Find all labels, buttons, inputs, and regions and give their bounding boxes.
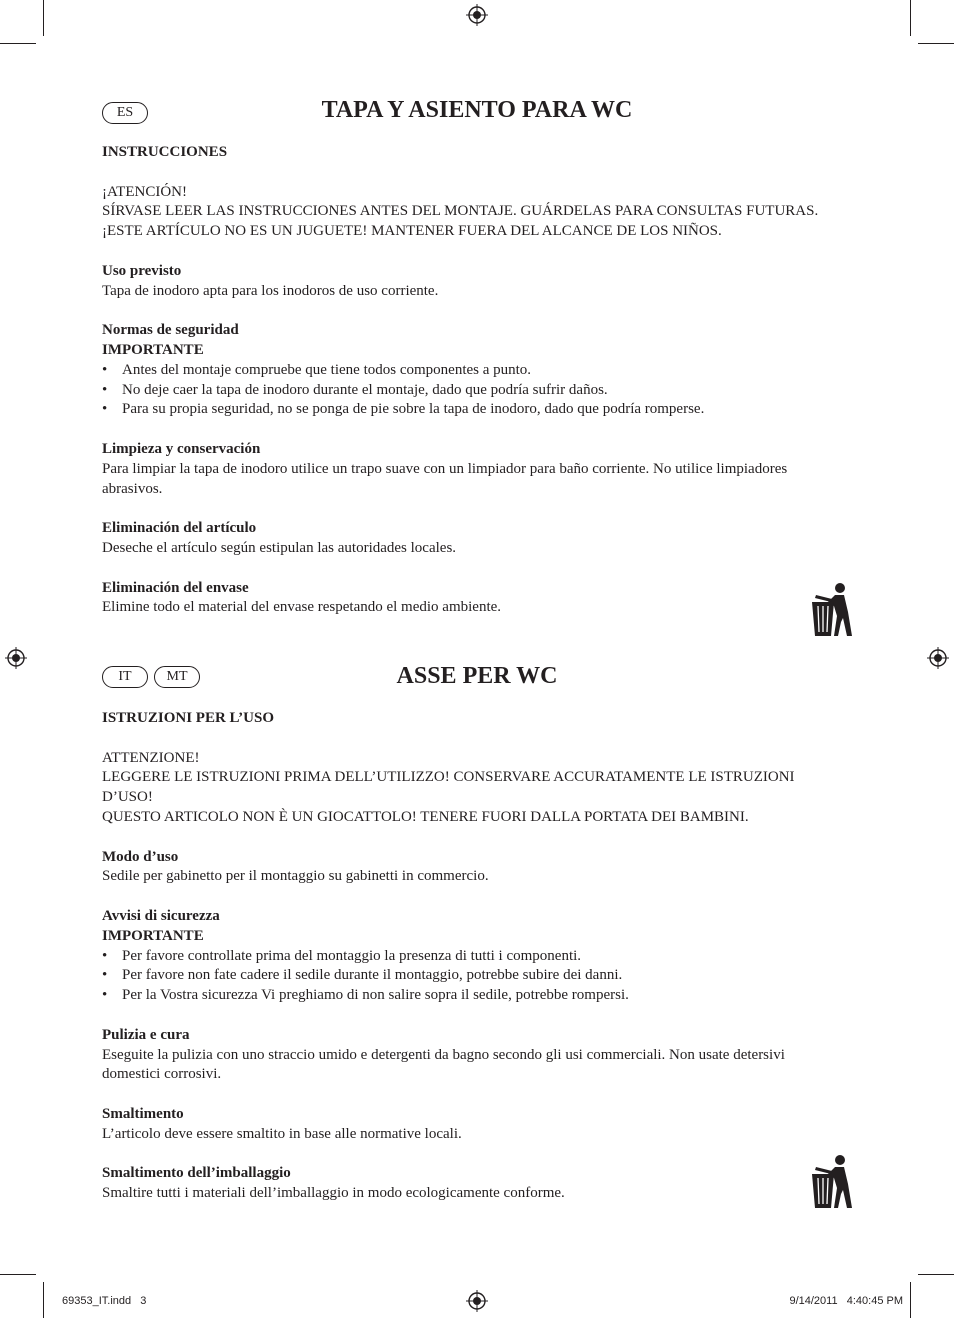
crop-mark bbox=[0, 43, 36, 44]
cleaning-heading: Limpieza y conservación bbox=[102, 440, 261, 457]
packaging-heading: Smaltimento dell’imballaggio bbox=[102, 1165, 291, 1182]
crop-mark bbox=[910, 0, 911, 36]
list-item: • Para su propia seguridad, no se ponga de pie sobre la tapa de inodoro, dado que podría romperse. bbox=[102, 400, 842, 420]
not-toy-warning: QUESTO ARTICOLO NON È UN GIOCATTOLO! TENERE FUORI DALLA PORTATA DEI BAMBINI. bbox=[102, 808, 749, 825]
disposal-heading: Eliminación del artículo bbox=[102, 520, 257, 537]
list-item: • Antes del montaje compruebe que tiene todos componentes a punto. bbox=[102, 361, 842, 381]
crop-mark bbox=[43, 0, 44, 36]
packaging-text: Elimine todo el material del envase respetando el medio ambiente. bbox=[102, 599, 502, 616]
disposal-text: Deseche el artículo según estipulan las autoridades locales. bbox=[102, 539, 457, 556]
crop-mark bbox=[918, 43, 954, 44]
crop-mark bbox=[918, 1274, 954, 1275]
important-label: IMPORTANTE bbox=[102, 927, 204, 944]
list-item: • Per la Vostra sicurezza Vi preghiamo di non salire sopra il sedile, potrebbe rompersi. bbox=[102, 986, 842, 1006]
safety-list bbox=[102, 361, 842, 420]
packaging-text: Smaltire tutti i materiali dell’imballaggio in modo ecologicamente conforme. bbox=[102, 1185, 565, 1202]
crop-mark bbox=[43, 1282, 44, 1318]
list-item: • No deje caer la tapa de inodoro durante el montaje, dado que podría sufrir daños. bbox=[102, 381, 842, 401]
intended-use-heading: Modo d’uso bbox=[102, 848, 179, 865]
spanish-title: TAPA Y ASIENTO PARA WC bbox=[321, 97, 633, 123]
trash-bin-icon bbox=[808, 582, 854, 638]
spanish-instructions bbox=[102, 143, 842, 618]
list-item: • Per favore non fate cadere il sedile durante il montaggio, potrebbe subire dei danni. bbox=[102, 966, 842, 986]
language-badge-es: ES bbox=[102, 102, 148, 124]
safety-heading: Avvisi di sicurezza bbox=[102, 907, 220, 924]
disposal-text: L’articolo deve essere smaltito in base alle normative locali. bbox=[102, 1125, 462, 1142]
attention-text: ATTENZIONE! bbox=[102, 749, 200, 766]
intended-use-text: Tapa de inodoro apta para los inodoros de uso corriente. bbox=[102, 282, 439, 299]
italian-instructions bbox=[102, 709, 842, 1204]
cleaning-heading: Pulizia e cura bbox=[102, 1026, 190, 1043]
footer-timestamp: 9/14/2011 4:40:45 PM bbox=[789, 1295, 903, 1307]
language-badge-it: IT bbox=[102, 666, 148, 688]
intended-use-text: Sedile per gabinetto per il montaggio su gabinetti in commercio. bbox=[102, 868, 489, 885]
packaging-heading: Eliminación del envase bbox=[102, 579, 249, 596]
read-before-text: LEGGERE LE ISTRUZIONI PRIMA DELL’UTILIZZO! CONSERVARE ACCURATAMENTE LE ISTRUZIONI D’USO! bbox=[102, 769, 795, 806]
cleaning-text: Para limpiar la tapa de inodoro utilice un trapo suave con un limpiador para baño corriente. No utilice limpiadores abrasivos. bbox=[102, 460, 788, 497]
attention-text: ¡ATENCIÓN! bbox=[102, 183, 187, 200]
safety-heading: Normas de seguridad bbox=[102, 322, 239, 339]
registration-mark-icon bbox=[466, 4, 488, 26]
important-label: IMPORTANTE bbox=[102, 341, 204, 358]
language-badge-mt: MT bbox=[154, 666, 200, 688]
crop-mark bbox=[0, 1274, 36, 1275]
italian-title: ASSE PER WC bbox=[396, 663, 558, 689]
not-toy-warning: ¡ESTE ARTÍCULO NO ES UN JUGUETE! MANTENER FUERA DEL ALCANCE DE LOS NIÑOS. bbox=[102, 223, 722, 240]
intended-use-heading: Uso previsto bbox=[102, 262, 182, 279]
trash-bin-icon bbox=[808, 1154, 854, 1210]
instructions-heading: ISTRUZIONI PER L’USO bbox=[102, 710, 274, 726]
footer-file-name: 69353_IT.indd 3 bbox=[62, 1295, 147, 1307]
safety-list bbox=[102, 947, 842, 1006]
instructions-heading: INSTRUCCIONES bbox=[102, 144, 228, 160]
read-before-text: SÍRVASE LEER LAS INSTRUCCIONES ANTES DEL MONTAJE. GUÁRDELAS PARA CONSULTAS FUTURAS. bbox=[102, 203, 819, 220]
registration-mark-icon bbox=[466, 1290, 488, 1312]
cleaning-text: Eseguite la pulizia con uno straccio umido e detergenti da bagno secondo gli usi commerciali. Non usate detersivi domestici corrosivi. bbox=[102, 1046, 785, 1083]
crop-mark bbox=[910, 1282, 911, 1318]
disposal-heading: Smaltimento bbox=[102, 1105, 184, 1122]
list-item: • Per favore controllate prima del montaggio la presenza di tutti i componenti. bbox=[102, 947, 842, 967]
